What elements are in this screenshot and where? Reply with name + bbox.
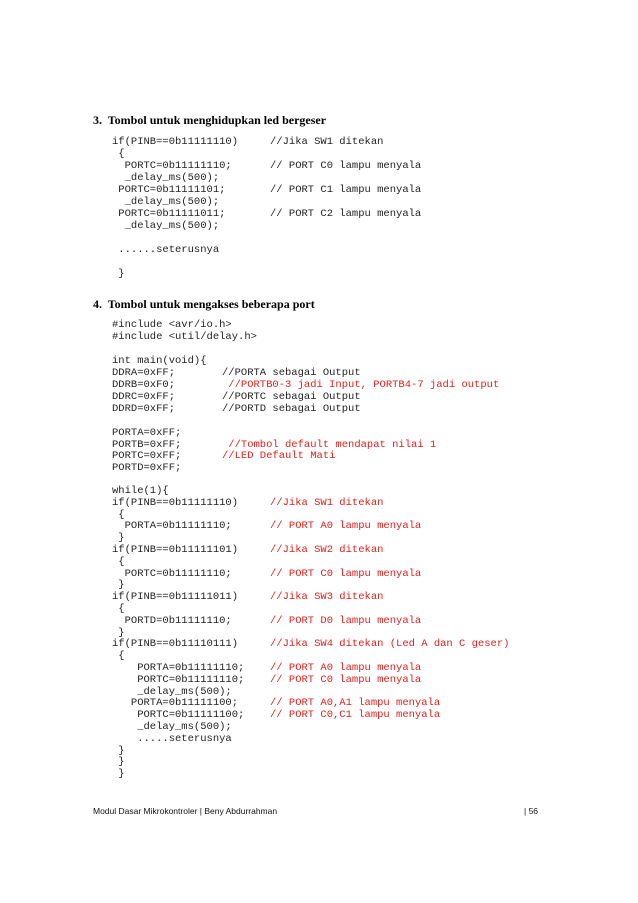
code-line: if(PINB==0b11111011)	[112, 591, 239, 604]
include-line: #include <avr/io.h>	[112, 319, 232, 331]
code-comment: //PORTA sebagai Output	[222, 367, 361, 379]
code-comment: // PORT C0 lampu menyala	[270, 160, 422, 172]
code-comment: // PORT C2 lampu menyala	[270, 208, 422, 220]
code-line: if(PINB==0b11110111)	[112, 638, 239, 651]
code-line: .....seterusnya	[112, 732, 232, 745]
code-line: {	[112, 650, 125, 663]
code-line: _delay_ms(500);	[112, 685, 232, 698]
include-line: #include <util/delay.h>	[112, 331, 257, 343]
code-line: PORTC=0b11111110;	[112, 567, 232, 580]
code-comment: //Jika SW3 ditekan	[270, 591, 384, 604]
code-line: }	[112, 532, 125, 545]
code-line: PORTA=0b11111100;	[112, 697, 239, 710]
footer-page-number: | 56	[524, 806, 539, 816]
main-open-line: int main(void){	[112, 355, 207, 367]
code-line: DDRB=0xF0;	[112, 379, 176, 391]
section-3-heading: 3. Tombol untuk menghidupkan led bergeser	[93, 113, 327, 127]
code-comment: // PORT A0,A1 lampu menyala	[270, 697, 441, 710]
code-comment: // PORT C0 lampu menyala	[270, 673, 422, 686]
code-comment: // PORT C0 lampu menyala	[270, 567, 422, 580]
code-line: PORTA=0xFF;	[112, 427, 182, 439]
code-comment: //Jika SW4 ditekan (Led A dan C geser)	[270, 638, 510, 651]
code-line: if(PINB==0b11111110)	[112, 496, 239, 509]
code-comment: //PORTC sebagai Output	[222, 391, 361, 403]
code-line: PORTA=0b11111110;	[112, 662, 245, 674]
code-line: DDRA=0xFF;	[112, 367, 176, 379]
code-line: if(PINB==0b11111101)	[112, 544, 239, 556]
code-line: {	[112, 508, 125, 521]
code-comment: // PORT A0 lampu menyala	[270, 662, 422, 674]
code-line: _delay_ms(500);	[112, 721, 232, 733]
code-line: PORTC=0b11111110;	[112, 673, 245, 686]
section-4-heading: 4. Tombol untuk mengakses beberapa port	[93, 297, 315, 311]
code-line: if(PINB==0b11111110)	[112, 136, 239, 148]
code-comment: //Jika SW2 ditekan	[270, 544, 384, 556]
code-line: }	[112, 626, 125, 639]
code-line: }	[112, 756, 125, 769]
code-comment: //Jika SW1 ditekan	[270, 136, 384, 148]
code-comment: // PORT C0,C1 lampu menyala	[270, 709, 441, 722]
code-comment: //LED Default Mati	[222, 450, 336, 462]
code-line: }	[112, 744, 125, 757]
code-line: _delay_ms(500);	[112, 196, 220, 208]
code-line: _delay_ms(500);	[112, 172, 220, 184]
code-comment: //PORTB0-3 jadi Input, PORTB4-7 jadi output	[222, 379, 500, 391]
code-line: DDRD=0xFF;	[112, 403, 176, 415]
code-line: }	[112, 579, 125, 592]
code-line: PORTC=0xFF;	[112, 450, 182, 462]
code-line: PORTC=0b11111110;	[112, 160, 232, 172]
code-line: {	[112, 555, 125, 568]
code-line: PORTA=0b11111110;	[112, 520, 232, 533]
footer-left: Modul Dasar Mikrokontroler | Beny Abdurrahman	[93, 806, 278, 816]
code-comment: //PORTD sebagai Output	[222, 403, 361, 415]
code-comment: //Jika SW1 ditekan	[270, 496, 384, 509]
code-line: PORTD=0b11111110;	[112, 614, 232, 627]
code-line: PORTC=0b11111100;	[112, 709, 245, 722]
code-line: }	[112, 768, 125, 781]
code-line: PORTD=0xFF;	[112, 461, 182, 474]
code-line: _delay_ms(500);	[112, 220, 220, 232]
code-comment: // PORT C1 lampu menyala	[270, 184, 422, 196]
code-line: PORTC=0b11111101;	[112, 184, 226, 196]
code-line: }	[112, 268, 125, 280]
code-comment: //Tombol default mendapat nilai 1	[222, 438, 437, 451]
code-line: ......seterusnya	[112, 244, 220, 256]
code-comment: // PORT A0 lampu menyala	[270, 520, 422, 533]
code-line: PORTC=0b11111011;	[112, 208, 226, 220]
code-line: while(1){	[112, 485, 169, 497]
code-line: DDRC=0xFF;	[112, 391, 176, 403]
code-line: {	[112, 603, 125, 615]
code-line: {	[112, 148, 125, 160]
code-comment: // PORT D0 lampu menyala	[270, 614, 422, 627]
code-line: PORTB=0xFF;	[112, 438, 182, 451]
